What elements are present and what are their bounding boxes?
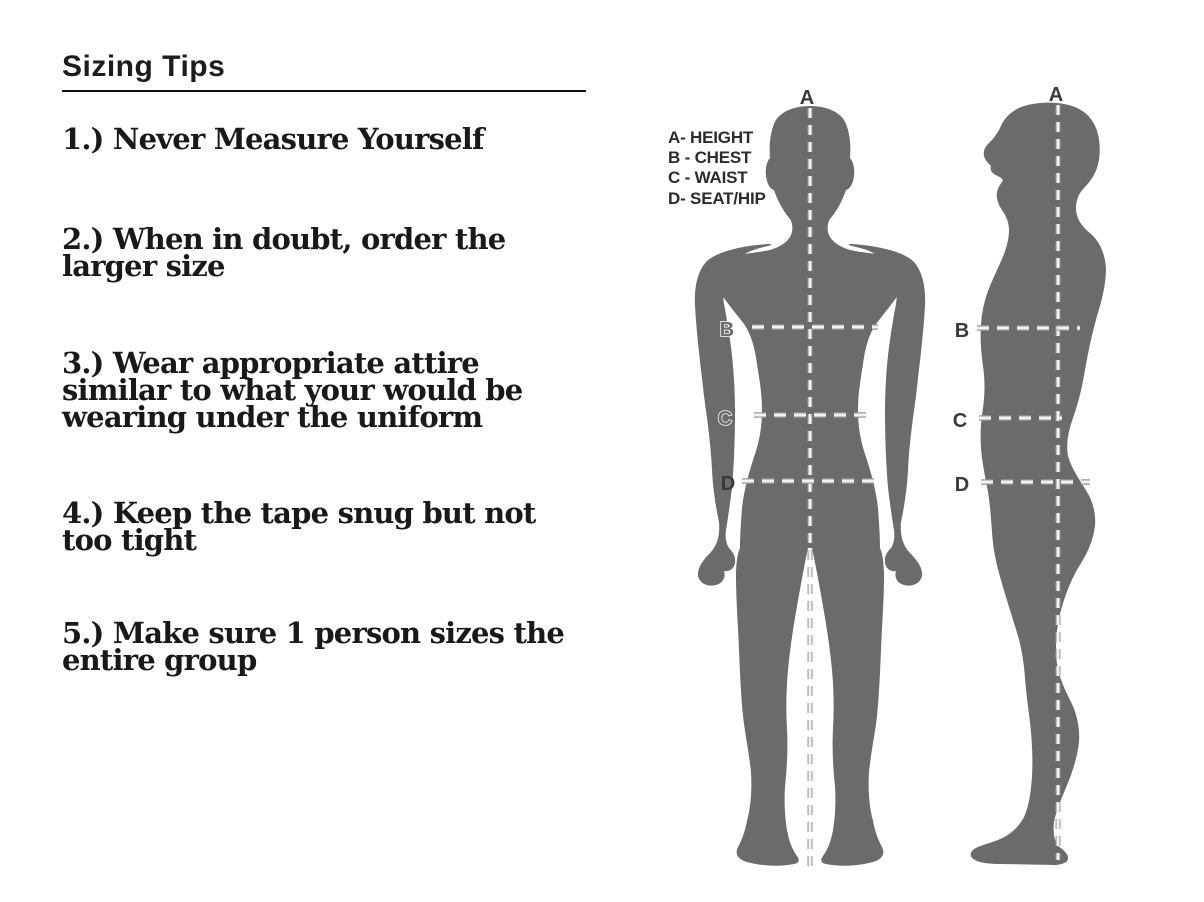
side-label-d: D: [954, 474, 970, 496]
tip-line: too tight: [62, 523, 197, 557]
legend-item-waist: C - WAIST: [668, 168, 748, 187]
front-label-c: C: [717, 408, 733, 430]
legend-item-chest: B - CHEST: [668, 148, 752, 167]
tip-line: entire group: [62, 643, 257, 677]
side-label-a: A: [1048, 84, 1064, 106]
front-label-b: B: [719, 319, 735, 341]
tip-line: wearing under the uniform: [62, 400, 483, 434]
legend-item-seat: D- SEAT/HIP: [668, 189, 766, 208]
side-label-c: C: [952, 410, 968, 432]
tip-line: 1.) Never Measure Yourself: [62, 122, 484, 156]
tip-line: 3.) Wear appropriate attire: [62, 346, 479, 380]
measurement-legend: [668, 128, 766, 208]
front-leg-shape: [812, 548, 884, 866]
tip-line: 4.) Keep the tape snug but not: [62, 496, 536, 530]
tip-line: similar to what your would be: [62, 373, 523, 407]
legend-item-height: A- HEIGHT: [668, 128, 754, 147]
page-title: Sizing Tips: [62, 50, 226, 83]
front-label-d: D: [720, 473, 736, 495]
front-label-a: A: [799, 87, 815, 109]
tip-line: 2.) When in doubt, order the: [62, 222, 506, 256]
tip-line: 5.) Make sure 1 person sizes the: [62, 616, 565, 650]
side-label-b: B: [954, 320, 970, 342]
tip-line: larger size: [62, 249, 225, 283]
